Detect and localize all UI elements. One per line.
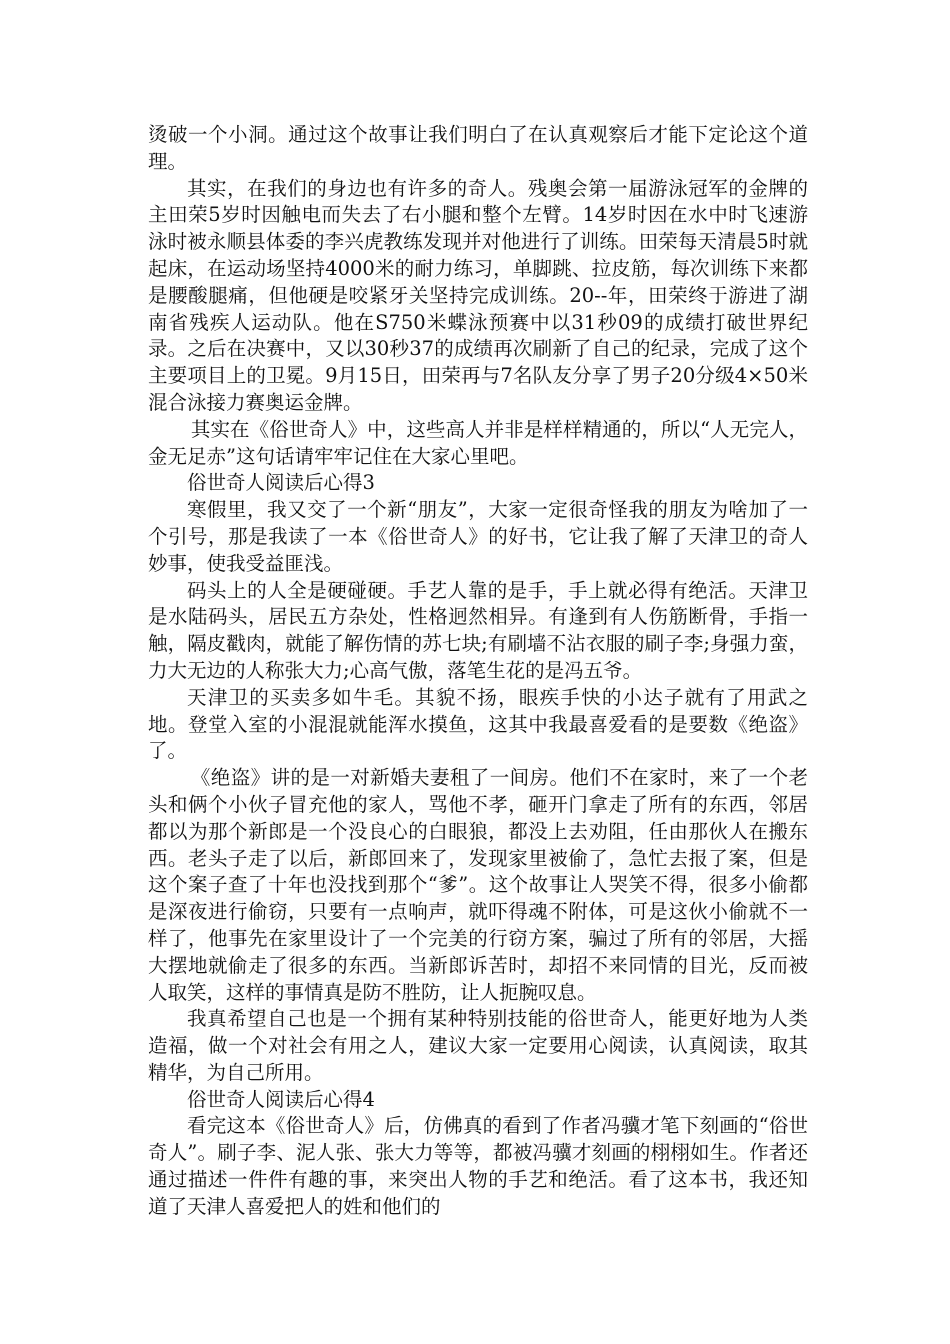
- document-page: [148, 122, 808, 1221]
- paragraph-after-reading: 看完这本《俗世奇人》后，仿佛真的看到了作者冯骥才笔下刻画的“俗世奇人”。刷子李、泥人张、张大力等等，都被冯骥才刻画的栩栩如生。作者还通过描述一件件有趣的事，来突出人物的手艺和绝活。看了这本书，我还知道了天津人喜爱把人的姓和他们的: [148, 1114, 808, 1218]
- paragraph-conclusion-2: 其实在《俗世奇人》中，这些高人并非是样样精通的，所以“人无完人，金无足赤”这句话请牢牢记住在大家心里吧。: [148, 417, 808, 468]
- paragraph-wish: 我真希望自己也是一个拥有某种特别技能的俗世奇人，能更好地为人类造福，做一个对社会有用之人，建议大家一定要用心阅读，认真阅读，取其精华，为自己所用。: [148, 1007, 808, 1084]
- paragraph-winter-vacation: 寒假里，我又交了一个新“朋友”，大家一定很奇怪我的朋友为啥加了一个引号，那是我读了一本《俗世奇人》的好书，它让我了解了天津卫的奇人妙事，使我受益匪浅。: [148, 498, 808, 575]
- paragraph-dock-people: 码头上的人全是硬碰硬。手艺人靠的是手，手上就必得有绝活。天津卫是水陆码头，居民五方杂处，性格迥然相异。有逢到有人伤筋断骨，手指一触，隔皮戳肉，就能了解伤情的苏七块;有刷墙不沾衣服的刷子李;身强力蛮，力大无边的人称张大力;心高气傲，落笔生花的是冯五爷。: [148, 578, 808, 682]
- section-heading-3: 俗世奇人阅读后心得3: [187, 471, 375, 495]
- paragraph-continuation: 烫破一个小洞。通过这个故事让我们明白了在认真观察后才能下定论这个道理。: [148, 123, 808, 173]
- paragraph-business: 天津卫的买卖多如牛毛。其貌不扬，眼疾手快的小达子就有了用武之地。登堂入室的小混混就能浑水摸鱼，这其中我最喜爱看的是要数《绝盗》了。: [148, 685, 808, 763]
- section-heading-4: 俗世奇人阅读后心得4: [187, 1087, 375, 1111]
- paragraph-tian-rong: 其实，在我们的身边也有许多的奇人。残奥会第一届游泳冠军的金牌的主田荣5岁时因触电而失去了右小腿和整个左臂。14岁时因在水中时飞速游泳时被永顺县体委的李兴虎教练发现并对他进行了训练。田荣每天清晨5时就起床，在运动场坚持4000米的耐力练习，单脚跳、拉皮筋，每次训练下来都是腰酸腿痛，但他硬是咬紧牙关坚持完成训练。20--年，田荣终于游进了湖南省残疾人运动队。他在S750米蝶泳预赛中以31秒09的成绩打破世界纪录。之后在决赛中，又以30秒37的成绩再次刷新了自己的纪录，完成了这个主要项目上的卫冕。9月15日，田荣再与7名队友分享了男子20分级4×50米混合泳接力赛奥运金牌。: [148, 176, 808, 414]
- paragraph-jue-dao: 《绝盗》讲的是一对新婚夫妻租了一间房。他们不在家时，来了一个老头和俩个小伙子冒充他的家人，骂他不孝，砸开门拿走了所有的东西，邻居都以为那个新郎是一个没良心的白眼狼，都没上去劝阻，任由那伙人在搬东西。老头子走了以后，新郎回来了，发现家里被偷了，急忙去报了案，但是这个案子查了十年也没找到那个“爹”。这个故事让人哭笑不得，很多小偷都是深夜进行偷窃，只要有一点响声，就吓得魂不附体，可是这伙小偷就不一样了，他事先在家里设计了一个完美的行窃方案，骗过了所有的邻居，大摇大摆地就偷走了很多的东西。当新郎诉苦时，却招不来同情的目光，反而被人取笑，这样的事情真是防不胜防，让人扼腕叹息。: [148, 766, 808, 1004]
